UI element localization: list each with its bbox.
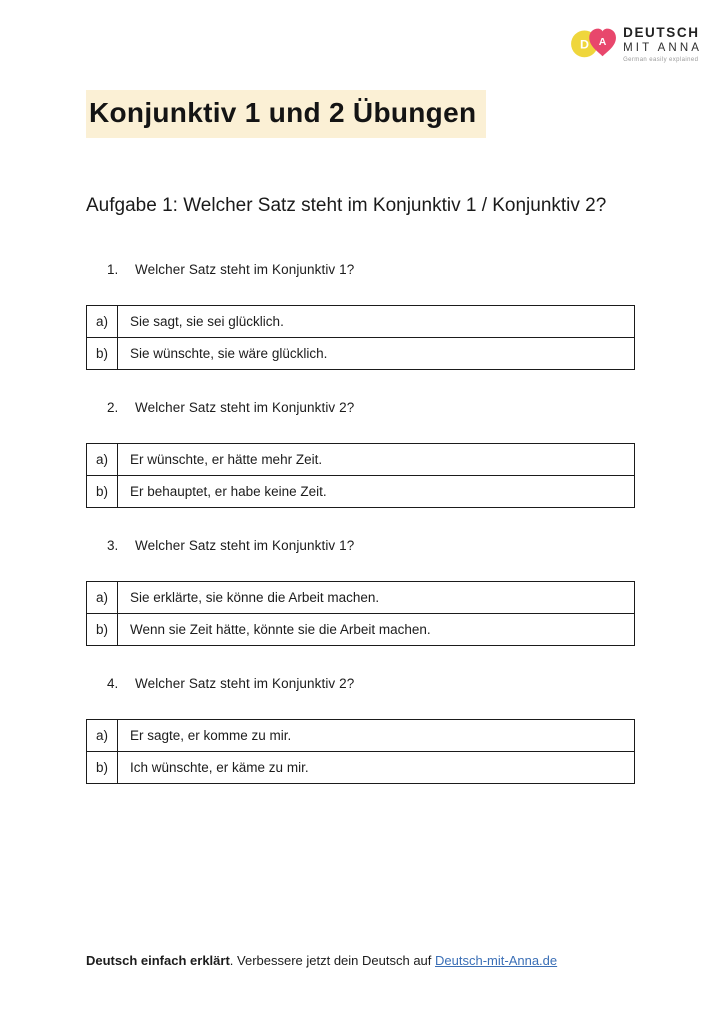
footer-text: . Verbessere jetzt dein Deutsch auf (229, 953, 436, 968)
option-label: b) (87, 752, 118, 784)
option-row-a (87, 582, 635, 614)
brand-logo-text (623, 20, 702, 63)
question-block-4 (86, 676, 637, 784)
question-text-line (107, 400, 637, 415)
option-label: b) (87, 338, 118, 370)
option-label: a) (87, 582, 118, 614)
heart-circle-logo-icon (570, 20, 618, 62)
options-table (86, 443, 635, 508)
option-label: a) (87, 306, 118, 338)
logo-letter-a: A (598, 35, 607, 48)
option-sentence: Er wünschte, er hätte mehr Zeit. (118, 444, 635, 476)
option-sentence: Er sagte, er komme zu mir. (118, 720, 635, 752)
question-text: Welcher Satz steht im Konjunktiv 2? (135, 676, 355, 692)
option-sentence: Sie wünschte, sie wäre glücklich. (118, 338, 635, 370)
option-row-b (87, 752, 635, 784)
section-heading: Aufgabe 1: Welcher Satz steht im Konjunktiv 1 / Konjunktiv 2? (86, 195, 607, 216)
question-block-3 (86, 538, 637, 646)
question-text: Welcher Satz steht im Konjunktiv 1? (135, 262, 355, 278)
option-row-a (87, 444, 635, 476)
footer-website-link[interactable]: Deutsch-mit-Anna.de (435, 953, 558, 968)
brand-name-line2: MIT ANNA (623, 41, 702, 54)
options-table (86, 305, 635, 370)
question-text-line (107, 262, 637, 277)
option-sentence: Sie erklärte, sie könne die Arbeit machen. (118, 582, 635, 614)
question-number: 1. (107, 262, 119, 278)
question-block-2 (86, 400, 637, 508)
option-row-b (87, 614, 635, 646)
options-table (86, 581, 635, 646)
option-row-b (87, 476, 635, 508)
options-table (86, 719, 635, 784)
question-text-line (107, 538, 637, 553)
option-sentence: Sie sagt, sie sei glücklich. (118, 306, 635, 338)
question-block-1 (86, 262, 637, 370)
logo-letter-d: D (580, 37, 590, 52)
option-label: b) (87, 476, 118, 508)
brand-logo (570, 20, 702, 63)
question-text: Welcher Satz steht im Konjunktiv 1? (135, 538, 355, 554)
question-text-line (107, 676, 637, 691)
question-number: 4. (107, 676, 119, 692)
option-sentence: Wenn sie Zeit hätte, könnte sie die Arbeit machen. (118, 614, 635, 646)
footer-slogan: Deutsch einfach erklärt (86, 953, 230, 968)
option-label: a) (87, 444, 118, 476)
brand-tagline: German easily explained (623, 56, 699, 63)
brand-name-line1: DEUTSCH (623, 25, 700, 40)
document-content (86, 90, 637, 814)
page-title: Konjunktiv 1 und 2 Übungen (86, 90, 486, 138)
question-number: 3. (107, 538, 119, 554)
option-row-a (87, 720, 635, 752)
question-number: 2. (107, 400, 119, 416)
option-sentence: Er behauptet, er habe keine Zeit. (118, 476, 635, 508)
question-text: Welcher Satz steht im Konjunktiv 2? (135, 400, 355, 416)
option-label: b) (87, 614, 118, 646)
option-label: a) (87, 720, 118, 752)
option-row-a (87, 306, 635, 338)
option-row-b (87, 338, 635, 370)
option-sentence: Ich wünschte, er käme zu mir. (118, 752, 635, 784)
page-footer (86, 953, 557, 968)
